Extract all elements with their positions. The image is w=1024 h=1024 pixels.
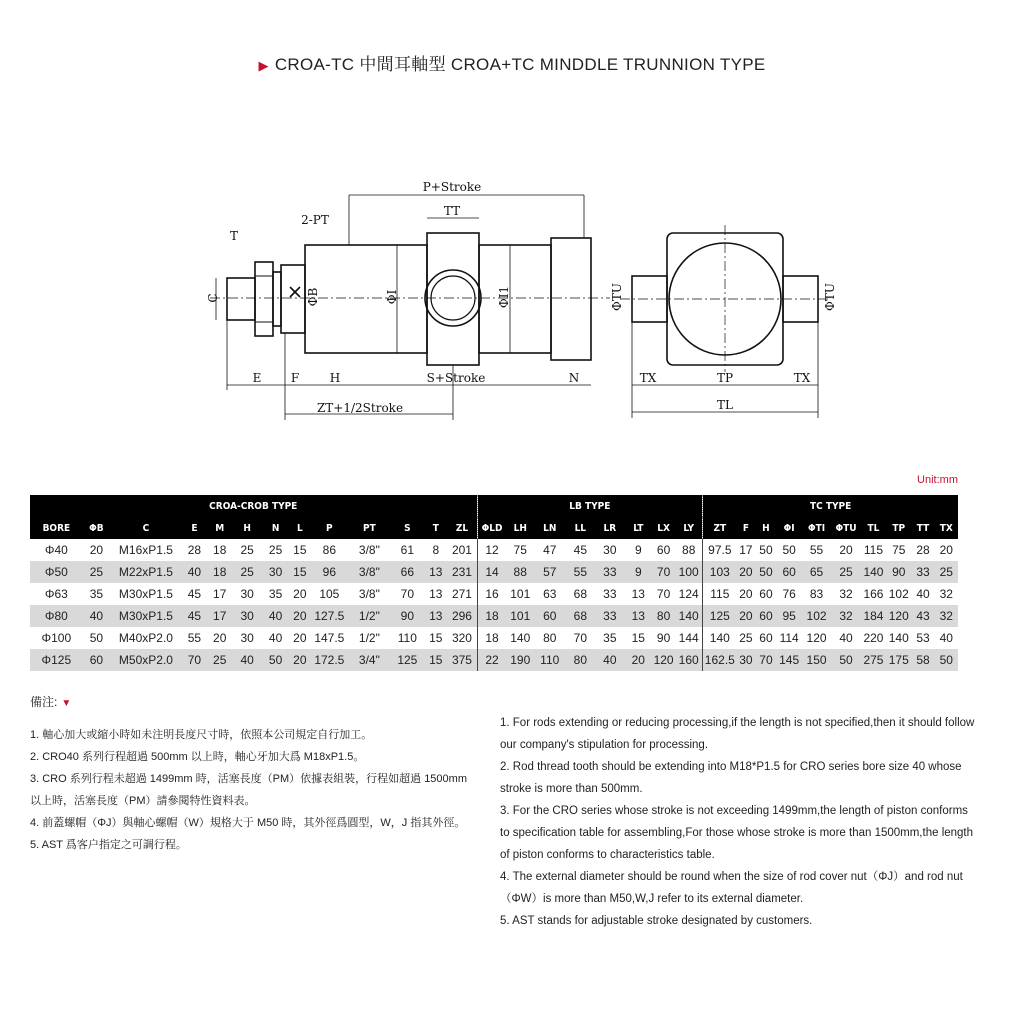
table-cell: 35 bbox=[603, 631, 617, 645]
table-cell: M30xP1.5 bbox=[118, 587, 173, 601]
table-cell: 32 bbox=[939, 587, 953, 601]
table-row bbox=[30, 561, 958, 583]
table-cell: 76 bbox=[782, 587, 796, 601]
label-2pt: 2-PT bbox=[301, 213, 329, 227]
table-cell: 80 bbox=[652, 605, 675, 627]
rod-cover bbox=[281, 265, 305, 333]
table-cell: M40xP2.0 bbox=[118, 631, 173, 645]
label-p-stroke: P+Stroke bbox=[422, 180, 482, 194]
table-cell: 40 bbox=[182, 561, 207, 583]
label-tu-left: ΦTU bbox=[610, 283, 624, 311]
table-cell: 100 bbox=[675, 561, 703, 583]
column-header: LR bbox=[595, 517, 625, 539]
column-header: LL bbox=[566, 517, 596, 539]
table-cell: 50 bbox=[89, 631, 104, 645]
table-cell: 70 bbox=[656, 587, 671, 601]
note-en-3: 3. For the CRO series whose stroke is not exceeding 1499mm,the length of piston conforms to specification table for assembling,For those whose stroke is more than 1500mm,the length of piston conforms to characteristics table. bbox=[500, 805, 974, 861]
table-cell: 65 bbox=[802, 561, 832, 583]
table-cell: Φ40 bbox=[44, 543, 68, 557]
column-header: M bbox=[207, 517, 232, 539]
table-cell: 17 bbox=[739, 543, 753, 557]
table-cell: 124 bbox=[678, 587, 699, 601]
table-cell: 75 bbox=[892, 543, 906, 557]
label-i1: ΦI1 bbox=[497, 285, 511, 309]
table-cell: 22 bbox=[477, 649, 507, 671]
notes-english bbox=[500, 712, 980, 932]
table-cell: 40 bbox=[916, 587, 930, 601]
table-cell: 101 bbox=[507, 605, 534, 627]
label-b: ΦB bbox=[306, 287, 320, 307]
table-cell: 40 bbox=[595, 649, 625, 671]
table-cell: 9 bbox=[634, 543, 642, 557]
end-cap bbox=[551, 238, 591, 360]
table-cell: 120 bbox=[652, 649, 675, 671]
table-cell: 15 bbox=[424, 649, 447, 671]
table-cell: 55 bbox=[809, 543, 824, 557]
table-cell: Φ125 bbox=[30, 649, 83, 671]
table-cell: 63 bbox=[543, 587, 557, 601]
table-cell: 90 bbox=[390, 605, 424, 627]
table-cell: 18 bbox=[477, 605, 507, 627]
table-cell: 184 bbox=[861, 605, 886, 627]
table-cell: 33 bbox=[911, 561, 934, 583]
spec-table bbox=[30, 495, 958, 671]
column-header: P bbox=[310, 517, 348, 539]
table-cell: 231 bbox=[447, 561, 477, 583]
table-cell: 1/2" bbox=[358, 631, 380, 645]
table-cell: 20 bbox=[939, 543, 953, 557]
table-cell: 50 bbox=[782, 543, 796, 557]
table-cell: 147.5 bbox=[314, 631, 345, 645]
label-tu-right: ΦTU bbox=[823, 283, 837, 311]
table-cell: 13 bbox=[429, 587, 443, 601]
table-cell: 125 bbox=[703, 605, 737, 627]
table-cell: 50 bbox=[935, 649, 958, 671]
table-cell: 40 bbox=[232, 649, 262, 671]
cylinder-body-right bbox=[479, 245, 551, 353]
table-cell: 20 bbox=[736, 561, 755, 583]
table-cell: 30 bbox=[240, 631, 254, 645]
table-cell: 18 bbox=[213, 543, 227, 557]
note-en-5: 5. AST stands for adjustable stroke designated by customers. bbox=[500, 915, 813, 927]
table-cell: 90 bbox=[656, 631, 671, 645]
table-cell: 140 bbox=[861, 561, 886, 583]
table-cell: Φ50 bbox=[30, 561, 83, 583]
table-cell: 60 bbox=[759, 631, 773, 645]
table-cell: 83 bbox=[809, 587, 824, 601]
column-header: BORE bbox=[30, 517, 83, 539]
side-view bbox=[210, 233, 610, 365]
table-cell: 15 bbox=[293, 543, 307, 557]
table-cell: 50 bbox=[262, 649, 289, 671]
table-row bbox=[30, 539, 958, 561]
table-cell: 50 bbox=[831, 649, 861, 671]
table-cell: 25 bbox=[207, 649, 232, 671]
rod-end bbox=[227, 278, 255, 320]
table-cell: 162.5 bbox=[703, 649, 737, 671]
label-c: C bbox=[206, 293, 220, 303]
table-cell: 20 bbox=[289, 605, 310, 627]
table-cell: 80 bbox=[543, 631, 557, 645]
label-tt: TT bbox=[443, 204, 461, 218]
table-cell: M16xP1.5 bbox=[118, 543, 173, 557]
table-cell: 296 bbox=[447, 605, 477, 627]
table-cell: 114 bbox=[779, 631, 799, 645]
table-cell: 50 bbox=[755, 561, 776, 583]
table-cell: 86 bbox=[322, 543, 337, 557]
table-cell: 30 bbox=[736, 649, 755, 671]
table-cell: M50xP2.0 bbox=[110, 649, 182, 671]
table-cell: 271 bbox=[451, 587, 472, 601]
table-cell: 103 bbox=[703, 561, 737, 583]
label-f: F bbox=[290, 371, 300, 385]
table-cell: 20 bbox=[293, 587, 307, 601]
column-header: LN bbox=[534, 517, 566, 539]
table-cell: 115 bbox=[703, 583, 737, 605]
label-tx-left: TX bbox=[639, 371, 657, 385]
notes-heading-text: 備注: bbox=[30, 695, 58, 709]
table-cell: 12 bbox=[477, 539, 507, 561]
column-header: TT bbox=[911, 517, 934, 539]
table-cell: 40 bbox=[839, 631, 853, 645]
cylinder-technical-drawing bbox=[0, 0, 1024, 470]
column-header: T bbox=[424, 517, 447, 539]
table-cell: Φ100 bbox=[41, 631, 72, 645]
column-header: S bbox=[390, 517, 424, 539]
table-cell: 50 bbox=[759, 543, 773, 557]
table-cell: 40 bbox=[939, 631, 953, 645]
table-cell: 68 bbox=[566, 605, 596, 627]
group-header-tc: TC TYPE bbox=[703, 495, 958, 517]
column-header: F bbox=[736, 517, 755, 539]
drawing-labels bbox=[206, 180, 837, 415]
rod-nut bbox=[255, 262, 273, 336]
table-cell: 30 bbox=[232, 605, 262, 627]
table-cell: 3/8" bbox=[358, 543, 380, 557]
table-cell: 102 bbox=[888, 587, 909, 601]
column-header: LH bbox=[507, 517, 534, 539]
table-cell: 70 bbox=[573, 631, 587, 645]
table-cell: 32 bbox=[831, 605, 861, 627]
table-cell: 20 bbox=[839, 543, 853, 557]
table-cell: 30 bbox=[262, 561, 289, 583]
table-cell: 60 bbox=[755, 605, 776, 627]
note-cn-3: 3. CRO 系列行程未超過 1499mm 時，活塞長度（PM）依據表組裝，行程如超過 1500mm 以上時，活塞長度（PM）請參閱特性資料表。 bbox=[30, 773, 467, 807]
column-header: TL bbox=[861, 517, 886, 539]
table-cell: 80 bbox=[566, 649, 596, 671]
table-cell: 20 bbox=[289, 649, 310, 671]
notes-chinese bbox=[30, 724, 470, 856]
table-cell: 3/4" bbox=[348, 649, 390, 671]
table-cell: 18 bbox=[477, 627, 507, 649]
table-cell: 13 bbox=[625, 605, 652, 627]
column-header: TP bbox=[886, 517, 911, 539]
table-cell: 88 bbox=[507, 561, 534, 583]
table-cell: 166 bbox=[863, 587, 884, 601]
table-cell: 68 bbox=[573, 587, 587, 601]
label-n: N bbox=[568, 371, 580, 385]
table-row bbox=[30, 627, 958, 649]
table-cell: 88 bbox=[682, 543, 696, 557]
column-header: ZT bbox=[703, 517, 737, 539]
end-view bbox=[620, 225, 830, 372]
table-cell: 45 bbox=[573, 543, 587, 557]
table-cell: 140 bbox=[510, 631, 531, 645]
table-cell: 33 bbox=[595, 605, 625, 627]
table-cell: 275 bbox=[861, 649, 886, 671]
table-cell: 13 bbox=[424, 561, 447, 583]
table-cell: 60 bbox=[656, 543, 671, 557]
table-cell: 140 bbox=[888, 631, 909, 645]
table-cell: 96 bbox=[310, 561, 348, 583]
table-cell: 1/2" bbox=[348, 605, 390, 627]
column-header: E bbox=[182, 517, 207, 539]
table-cell: 20 bbox=[293, 631, 307, 645]
table-cell: 20 bbox=[739, 587, 753, 601]
table-cell: 3/8" bbox=[348, 561, 390, 583]
column-header: LY bbox=[675, 517, 703, 539]
note-cn-5: 5. AST 爲客户指定之可調行程。 bbox=[30, 839, 187, 851]
column-header: ΦTI bbox=[802, 517, 832, 539]
note-cn-2: 2. CRO40 系列行程超過 500mm 以上時，軸心牙加大爲 M18xP1.5。 bbox=[30, 751, 365, 763]
table-cell: 20 bbox=[625, 649, 652, 671]
table-cell: 120 bbox=[886, 605, 911, 627]
table-cell: 60 bbox=[534, 605, 566, 627]
label-e: E bbox=[252, 371, 262, 385]
table-cell: 40 bbox=[83, 605, 110, 627]
table-cell: 190 bbox=[507, 649, 534, 671]
table-cell: 40 bbox=[268, 631, 283, 645]
table-cell: 33 bbox=[603, 587, 617, 601]
column-header: ΦLD bbox=[477, 517, 507, 539]
table-row bbox=[30, 649, 958, 671]
table-cell: 9 bbox=[625, 561, 652, 583]
table-cell: 320 bbox=[451, 631, 472, 645]
table-cell: 25 bbox=[831, 561, 861, 583]
table-cell: 45 bbox=[187, 587, 202, 601]
table-cell: 25 bbox=[232, 561, 262, 583]
label-t: T bbox=[229, 229, 239, 243]
column-header: ΦI bbox=[776, 517, 801, 539]
table-cell: 20 bbox=[736, 605, 755, 627]
column-header: PT bbox=[348, 517, 390, 539]
table-cell: 55 bbox=[566, 561, 596, 583]
note-en-4: 4. The external diameter should be round when the size of rod cover nut（ΦJ）and rod nut（ΦW）is more than M50,W,J refer to its external diameter. bbox=[500, 871, 963, 905]
table-cell: 30 bbox=[603, 543, 617, 557]
table-cell: 144 bbox=[678, 631, 699, 645]
column-header: N bbox=[262, 517, 289, 539]
table-cell: 13 bbox=[424, 605, 447, 627]
table-cell: 60 bbox=[776, 561, 801, 583]
table-row bbox=[30, 605, 958, 627]
table-cell: 17 bbox=[213, 587, 227, 601]
table-cell: 14 bbox=[477, 561, 507, 583]
table-cell: 25 bbox=[739, 631, 753, 645]
table-header-row bbox=[30, 517, 958, 539]
table-cell: 3/8" bbox=[358, 587, 380, 601]
table-cell: 175 bbox=[886, 649, 911, 671]
table-cell: 145 bbox=[776, 649, 801, 671]
table-cell: 220 bbox=[863, 631, 884, 645]
label-zt: ZT+1/2Stroke bbox=[316, 401, 404, 415]
label-s-stroke: S+Stroke bbox=[426, 371, 486, 385]
table-cell: 40 bbox=[262, 605, 289, 627]
group-header-lb: LB TYPE bbox=[477, 495, 703, 517]
label-tp: TP bbox=[716, 371, 734, 385]
table-cell: 150 bbox=[802, 649, 832, 671]
table-row bbox=[30, 583, 958, 605]
note-cn-4: 4. 前蓋螺帽（ΦJ）與軸心螺帽（W）規格大于 M50 時，其外徑爲圓型，W，J 指其外徑。 bbox=[30, 817, 466, 829]
cylinder-body-left bbox=[305, 245, 427, 353]
column-header: LT bbox=[625, 517, 652, 539]
table-cell: 15 bbox=[429, 631, 443, 645]
note-en-2: 2. Rod thread tooth should be extending into M18*P1.5 for CRO series bore size 40 whose stroke is more than 500mm. bbox=[500, 761, 962, 795]
trunnion-block bbox=[427, 233, 479, 365]
title-arrow-icon: ▶ bbox=[258, 58, 269, 73]
table-cell: 70 bbox=[755, 649, 776, 671]
table-cell: 110 bbox=[397, 631, 417, 645]
table-cell: 140 bbox=[703, 627, 737, 649]
table-cell: 75 bbox=[513, 543, 527, 557]
column-header: LX bbox=[652, 517, 675, 539]
table-cell: 32 bbox=[839, 587, 853, 601]
table-cell: 25 bbox=[935, 561, 958, 583]
table-cell: 18 bbox=[207, 561, 232, 583]
table-cell: 95 bbox=[776, 605, 801, 627]
group-header-croa: CROA-CROB TYPE bbox=[30, 495, 477, 517]
table-cell: 45 bbox=[182, 605, 207, 627]
table-cell: 43 bbox=[911, 605, 934, 627]
table-cell: 32 bbox=[935, 605, 958, 627]
table-cell: 66 bbox=[390, 561, 424, 583]
column-header: ΦTU bbox=[831, 517, 861, 539]
table-cell: 20 bbox=[89, 543, 104, 557]
table-cell: M22xP1.5 bbox=[110, 561, 182, 583]
table-cell: 8 bbox=[432, 543, 440, 557]
table-cell: 60 bbox=[83, 649, 110, 671]
table-cell: 127.5 bbox=[310, 605, 348, 627]
triangle-down-icon: ▼ bbox=[61, 698, 72, 709]
table-cell: 30 bbox=[240, 587, 254, 601]
table-cell: 172.5 bbox=[310, 649, 348, 671]
table-cell: 375 bbox=[447, 649, 477, 671]
table-cell: 101 bbox=[510, 587, 531, 601]
table-cell: 61 bbox=[400, 543, 415, 557]
table-cell: 125 bbox=[390, 649, 424, 671]
table-cell: 28 bbox=[187, 543, 202, 557]
column-header: ZL bbox=[447, 517, 477, 539]
table-cell: 110 bbox=[534, 649, 566, 671]
table-cell: 35 bbox=[268, 587, 283, 601]
table-cell: 115 bbox=[863, 543, 884, 557]
table-cell: 97.5 bbox=[703, 539, 737, 561]
column-header: ΦB bbox=[83, 517, 110, 539]
label-i: ΦI bbox=[385, 289, 399, 305]
label-tl: TL bbox=[717, 398, 733, 412]
table-cell: 60 bbox=[759, 587, 773, 601]
table-cell: 57 bbox=[534, 561, 566, 583]
table-cell: 70 bbox=[182, 649, 207, 671]
table-cell: 140 bbox=[675, 605, 703, 627]
table-cell: 28 bbox=[916, 543, 930, 557]
table-body bbox=[30, 539, 958, 671]
table-cell: 13 bbox=[631, 587, 645, 601]
table-cell: 15 bbox=[289, 561, 310, 583]
table-cell: 90 bbox=[886, 561, 911, 583]
note-cn-1: 1. 軸心加大或縮小時如未注明長度尺寸時，依照本公司規定自行加工。 bbox=[30, 729, 373, 741]
table-cell: 53 bbox=[916, 631, 930, 645]
column-header: H bbox=[232, 517, 262, 539]
column-header: H bbox=[755, 517, 776, 539]
notes-heading bbox=[30, 693, 71, 710]
table-cell: 25 bbox=[268, 543, 283, 557]
column-header: C bbox=[110, 517, 182, 539]
table-cell: 58 bbox=[911, 649, 934, 671]
title-text: CROA-TC 中間耳軸型 CROA+TC MINDDLE TRUNNION TYPE bbox=[274, 55, 766, 74]
table-cell: 33 bbox=[595, 561, 625, 583]
table-cell: 16 bbox=[477, 583, 507, 605]
column-header: TX bbox=[935, 517, 958, 539]
table-cell: 102 bbox=[802, 605, 832, 627]
table-cell: 20 bbox=[213, 631, 227, 645]
label-h: H bbox=[329, 371, 341, 385]
table-cell: 70 bbox=[400, 587, 415, 601]
table-cell: 25 bbox=[83, 561, 110, 583]
table-cell: 55 bbox=[187, 631, 202, 645]
table-cell: 17 bbox=[207, 605, 232, 627]
table-cell: 120 bbox=[806, 631, 827, 645]
table-cell: 105 bbox=[319, 587, 340, 601]
label-tx-right: TX bbox=[793, 371, 811, 385]
table-cell: 201 bbox=[451, 543, 472, 557]
table-cell: 70 bbox=[652, 561, 675, 583]
unit-label: Unit:mm bbox=[917, 474, 958, 486]
table-cell: 25 bbox=[240, 543, 254, 557]
table-cell: Φ80 bbox=[30, 605, 83, 627]
note-en-1: 1. For rods extending or reducing processing,if the length is not specified,then it should follow our company's stipulation for processing. bbox=[500, 717, 975, 751]
table-cell: M30xP1.5 bbox=[110, 605, 182, 627]
table-cell: 15 bbox=[631, 631, 645, 645]
table-cell: Φ63 bbox=[44, 587, 68, 601]
table-cell: 35 bbox=[89, 587, 104, 601]
table-cell: 160 bbox=[675, 649, 703, 671]
table-cell: 47 bbox=[543, 543, 557, 557]
column-header: L bbox=[289, 517, 310, 539]
